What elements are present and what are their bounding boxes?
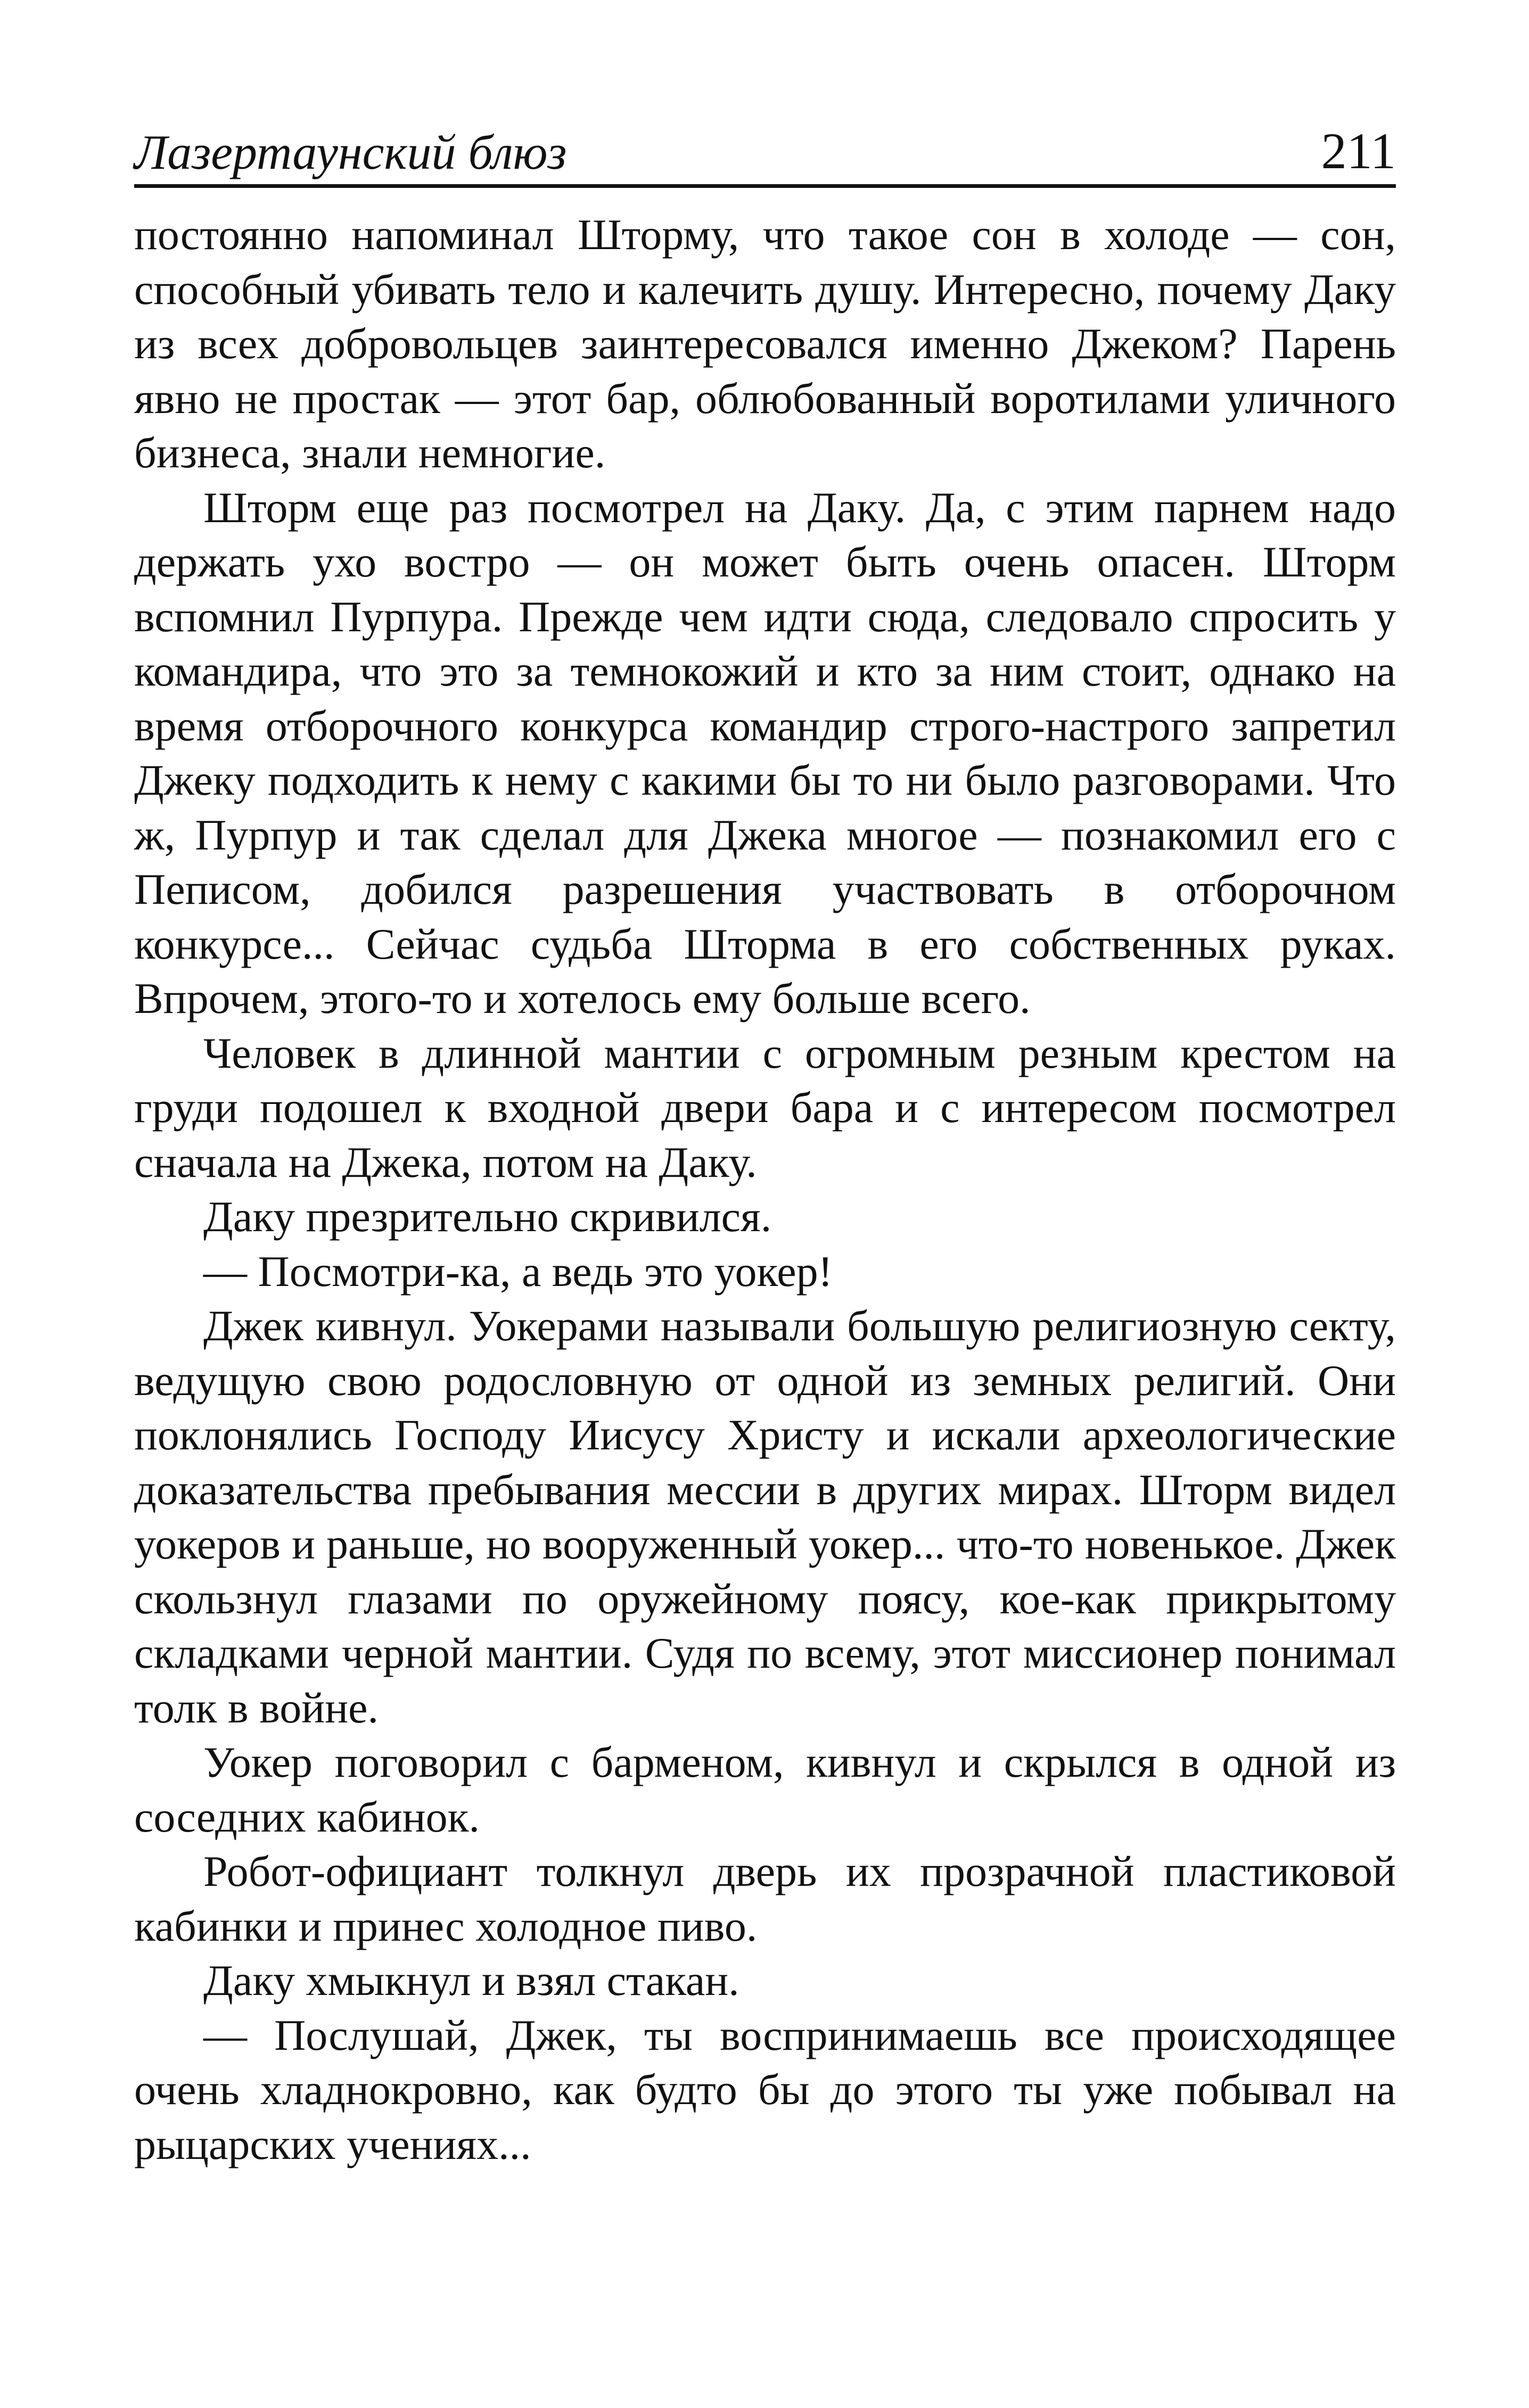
body-text (134, 208, 1396, 2172)
running-title: Лазертаунский блюз (134, 125, 567, 179)
paragraph: Уокер поговорил с барменом, кивнул и скрылся в одной из соседних кабинок. (134, 1738, 1396, 1841)
paragraph: Робот-официант толкнул дверь их прозрачной пластиковой кабинки и принес холодное пиво. (134, 1847, 1396, 1950)
paragraph: — Послушай, Джек, ты воспринимаешь все происходящее очень хладнокровно, как будто бы до этого ты уже побывал на рыцарских учениях... (134, 2010, 1396, 2168)
paragraph: постоянно напоминал Шторму, что такое сон в холоде — сон, способный убивать тело и калечить душу. Интересно, почему Даку из всех добровольцев заинтересовался именно Джеком? Парень явно не простак — этот бар, облюбованный воротилами уличного бизнеса, знали немногие. (134, 210, 1396, 477)
page-header (134, 112, 1396, 181)
paragraph: Даку презрительно скривился. (203, 1192, 772, 1241)
paragraph: Шторм еще раз посмотрел на Даку. Да, с этим парнем надо держать ухо востро — он может быть очень опасен. Шторм вспомнил Пурпура. Прежде чем идти сюда, следовало спросить у командира, что это за темнокожий и кто за ним стоит, однако на время отборочного конкурса командир строго-настрого запретил Джеку подходить к нему с какими бы то ни было разговорами. Что ж, Пурпур и так сделал для Джека многое — познакомил его с Пеписом, добился разрешения участвовать в отборочном конкурсе... Сейчас судьба Шторма в его собственных руках. Впрочем, этого-то и хотелось ему больше всего. (134, 483, 1396, 1022)
page-number: 211 (1321, 122, 1396, 179)
paragraph: — Посмотри-ка, а ведь это уокер! (203, 1247, 833, 1296)
paragraph: Джек кивнул. Уокерами называли большую религиозную секту, ведущую свою родословную от одной из земных религий. Они поклонялись Господу Иисусу Христу и искали археологические доказательства пребывания мессии в других мирах. Шторм видел уокеров и раньше, но вооруженный уокер... что-то новенькое. Джек скользнул глазами по оружейному поясу, кое-как прикрытому складками черной мантии. Судя по всему, этот миссионер понимал толк в войне. (134, 1301, 1396, 1732)
paragraph: Даку хмыкнул и взял стакан. (203, 1956, 739, 2005)
paragraph: Человек в длинной мантии с огромным резным крестом на груди подошел к входной двери бара и с интересом посмотрел сначала на Джека, потом на Даку. (134, 1028, 1396, 1186)
header-rule (134, 184, 1396, 188)
book-page (134, 0, 1396, 2408)
